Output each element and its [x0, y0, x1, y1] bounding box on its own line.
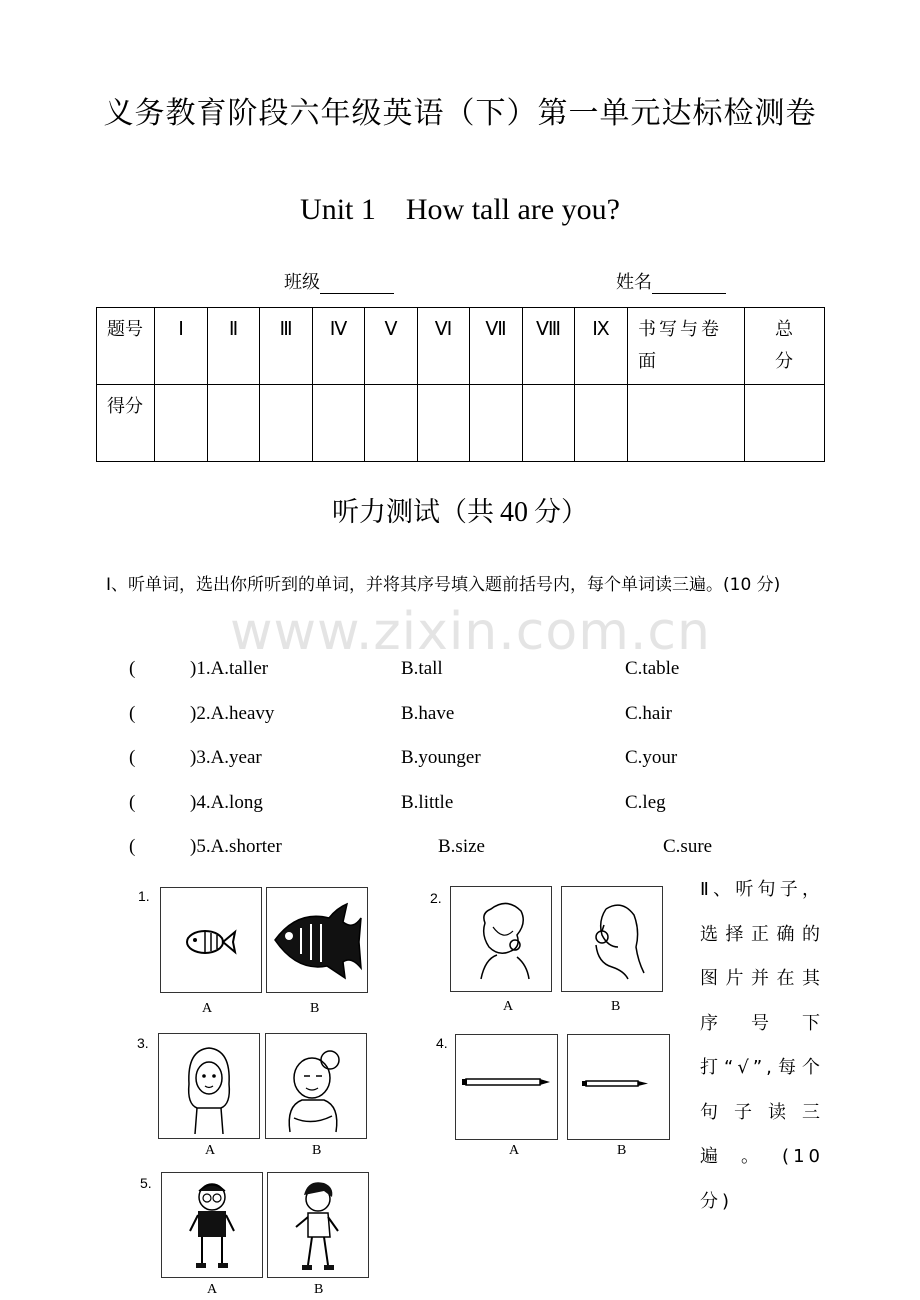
class-label: 班级 — [284, 272, 320, 293]
class-field[interactable] — [284, 268, 394, 294]
picture-group-number: 5. — [140, 1175, 152, 1191]
score-cell[interactable] — [575, 385, 628, 462]
column-header: Ⅲ — [260, 308, 313, 385]
picture-group-number: 4. — [436, 1035, 448, 1051]
name-blank[interactable] — [652, 275, 726, 294]
column-header-total: 总分 — [745, 308, 825, 385]
answer-paren[interactable]: ( — [129, 792, 136, 813]
column-header: Ⅴ — [365, 308, 418, 385]
picture-label-a: A — [202, 1001, 213, 1016]
picture-option-b[interactable] — [266, 887, 368, 993]
section-title: 听力测试（共 40 分） — [332, 497, 588, 528]
picture-option-a[interactable] — [161, 1172, 263, 1278]
picture-label-b: B — [312, 1143, 322, 1158]
option-a: )5.A.shorter — [190, 836, 282, 857]
column-header: Ⅸ — [575, 308, 628, 385]
option-a: )4.A.long — [190, 792, 263, 813]
picture-option-b[interactable] — [267, 1172, 369, 1278]
picture-label-b: B — [617, 1143, 627, 1158]
option-b: B.have — [401, 703, 455, 724]
option-c: C.table — [625, 658, 680, 679]
girl-eating-icon — [451, 887, 551, 991]
score-cell[interactable] — [260, 385, 313, 462]
boy-walking-icon — [268, 1173, 368, 1277]
score-cell[interactable] — [313, 385, 365, 462]
unit-title: Unit 1 How tall are you? — [300, 193, 620, 226]
name-label: 姓名 — [616, 272, 652, 293]
picture-group-number: 2. — [430, 890, 442, 906]
column-header: Ⅱ — [208, 308, 260, 385]
picture-label-a: A — [205, 1143, 216, 1158]
column-header: Ⅵ — [418, 308, 470, 385]
picture-option-a[interactable] — [160, 887, 262, 993]
picture-label-a: A — [207, 1282, 218, 1297]
score-table — [96, 307, 825, 462]
answer-paren[interactable]: ( — [129, 658, 136, 679]
score-label-cell: 得分 — [97, 385, 155, 462]
young-woman-icon — [159, 1034, 259, 1138]
picture-group-number: 3. — [137, 1035, 149, 1051]
score-cell[interactable] — [208, 385, 260, 462]
option-a: )3.A.year — [190, 747, 262, 768]
option-c: C.leg — [625, 792, 666, 813]
picture-label-b: B — [314, 1282, 324, 1297]
long-pencil-icon — [456, 1035, 557, 1139]
column-header-writing: 书写与卷面 — [628, 308, 745, 385]
score-table-header-row — [97, 308, 825, 385]
score-cell[interactable] — [418, 385, 470, 462]
class-blank[interactable] — [320, 275, 394, 294]
picture-option-b[interactable] — [567, 1034, 670, 1140]
short-pencil-icon — [568, 1035, 669, 1139]
score-cell[interactable] — [470, 385, 523, 462]
option-b: B.little — [401, 792, 454, 813]
score-cell[interactable] — [155, 385, 208, 462]
picture-option-b[interactable] — [265, 1033, 367, 1139]
score-cell[interactable] — [523, 385, 575, 462]
column-header: Ⅷ — [523, 308, 575, 385]
option-c: C.sure — [663, 836, 713, 857]
picture-label-a: A — [503, 999, 514, 1014]
option-c: C.your — [625, 747, 678, 768]
picture-label-a: A — [509, 1143, 520, 1158]
section-points: 40 — [500, 497, 528, 528]
picture-option-a[interactable] — [158, 1033, 260, 1139]
picture-label-b: B — [611, 999, 621, 1014]
score-cell[interactable] — [365, 385, 418, 462]
column-header: Ⅰ — [155, 308, 208, 385]
boy-glasses-icon — [162, 1173, 262, 1277]
picture-label-b: B — [310, 1001, 320, 1016]
header-label-cell: 题号 — [97, 308, 155, 385]
score-cell[interactable] — [628, 385, 745, 462]
option-b: B.size — [438, 836, 485, 857]
picture-option-a[interactable] — [450, 886, 552, 992]
picture-option-a[interactable] — [455, 1034, 558, 1140]
option-a: )1.A.taller — [190, 658, 269, 679]
picture-option-b[interactable] — [561, 886, 663, 992]
picture-group-number: 1. — [138, 888, 150, 904]
answer-paren[interactable]: ( — [129, 836, 136, 857]
girl-apple-icon — [562, 887, 662, 991]
name-field[interactable] — [616, 268, 726, 294]
old-woman-icon — [266, 1034, 366, 1138]
score-table-score-row — [97, 385, 825, 462]
part2-instruction: Ⅱ、听句子，选择正确的图片并在其序号下打“√”,每个句子读三遍。(10 分) — [700, 879, 824, 1212]
part1-instruction: Ⅰ、听单词，选出你所听到的单词，并将其序号填入题前括号内，每个单词读三遍。(10 分) — [106, 575, 781, 595]
option-a: )2.A.heavy — [190, 703, 275, 724]
answer-paren[interactable]: ( — [129, 747, 136, 768]
small-fish-icon — [161, 888, 261, 992]
answer-paren[interactable]: ( — [129, 703, 136, 724]
watermark: www.zixin.com.cn — [230, 602, 711, 662]
option-b: B.tall — [401, 658, 443, 679]
column-header: Ⅳ — [313, 308, 365, 385]
score-cell[interactable] — [745, 385, 825, 462]
column-header: Ⅶ — [470, 308, 523, 385]
option-b: B.younger — [401, 747, 481, 768]
exam-title: 义务教育阶段六年级英语（下）第一单元达标检测卷 — [103, 96, 817, 131]
option-c: C.hair — [625, 703, 672, 724]
big-fish-icon — [267, 888, 367, 992]
